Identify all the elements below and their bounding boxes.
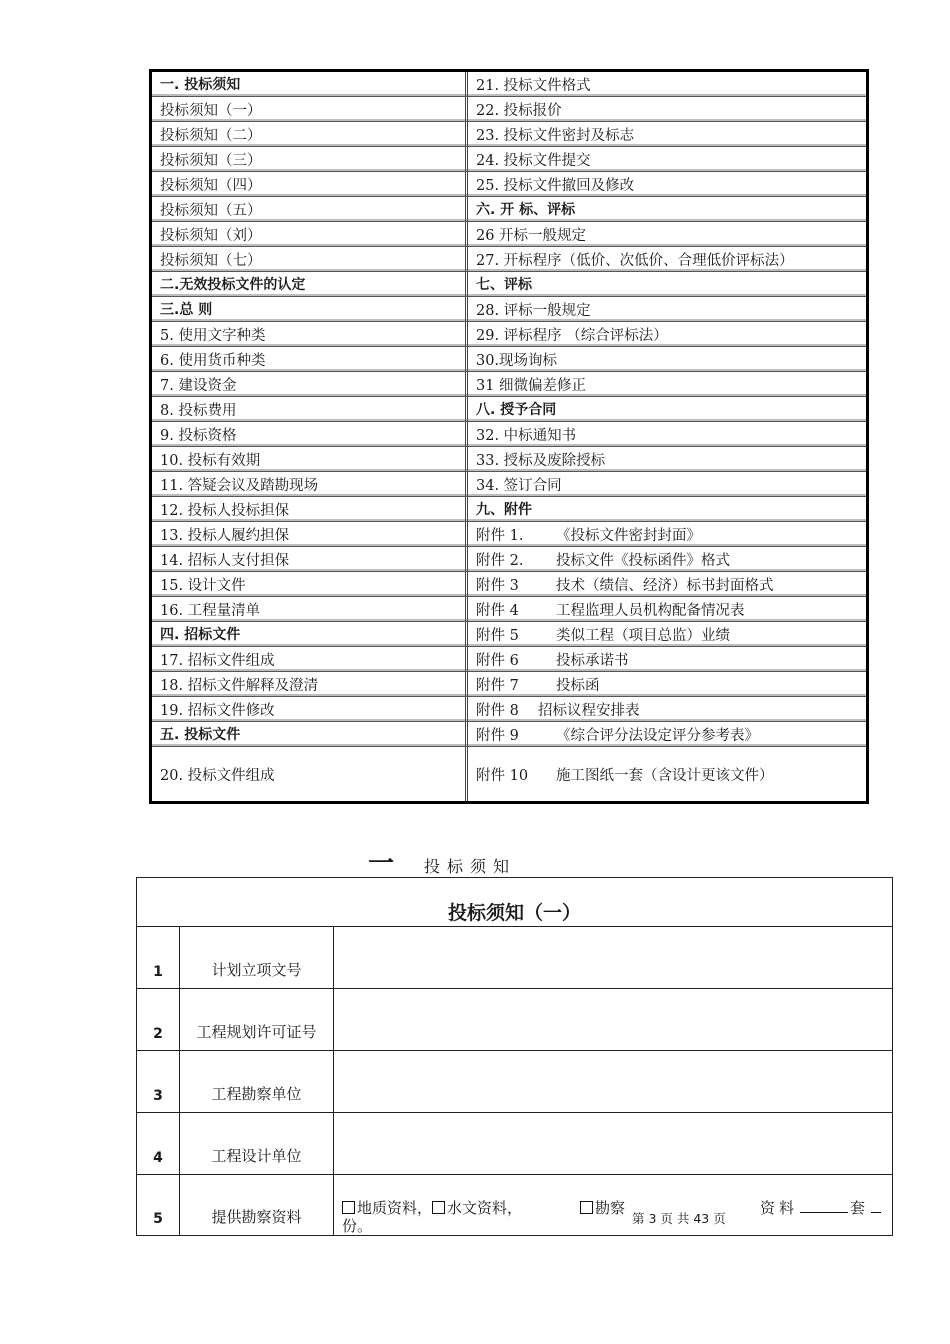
toc-entry-right[interactable]: 34. 签订合同 (476, 477, 562, 494)
survey-unit-field[interactable] (334, 1051, 892, 1112)
toc-entry-right[interactable]: 八. 授予合同 (476, 402, 557, 418)
toc-entry-left[interactable]: 7. 建设资金 (152, 372, 468, 396)
appendix-title: 投标函 (556, 677, 600, 694)
appendix-number: 附件 7 (476, 677, 519, 694)
toc-entry-right[interactable]: 七、评标 (476, 277, 532, 293)
materials-label: 资料 (760, 1199, 799, 1217)
toc-row (152, 422, 866, 447)
field-label: 计划立项文号 (180, 927, 334, 988)
field-label: 工程勘察单位 (180, 1051, 334, 1112)
appendix-number: 附件 6 (476, 652, 519, 669)
appendix-title: 投标文件《投标函件》格式 (556, 552, 730, 569)
toc-entry-left[interactable]: 5. 使用文字种类 (152, 322, 468, 346)
row-number: 5 (137, 1175, 180, 1235)
toc-entry-right[interactable] (468, 672, 866, 696)
toc-entry-left[interactable]: 20. 投标文件组成 (152, 747, 468, 801)
toc-entry-left[interactable]: 10. 投标有效期 (152, 447, 468, 471)
toc-row (152, 722, 866, 747)
toc-entry-right[interactable] (468, 597, 866, 621)
toc-entry-right[interactable]: 21. 投标文件格式 (476, 77, 591, 94)
appendix-number: 附件 2. (476, 552, 524, 569)
plan-approval-number-field[interactable] (334, 927, 892, 988)
toc-entry-right[interactable]: 27. 开标程序（低价、次低价、合理低价评标法） (476, 252, 794, 269)
row-number: 2 (137, 989, 180, 1050)
section-title: 投标须知 (424, 857, 517, 876)
toc-entry-right[interactable]: 六. 开 标、评标 (476, 202, 576, 218)
toc-entry-left[interactable]: 投标须知（刘） (152, 222, 468, 246)
appendix-number: 附件 9 (476, 727, 519, 744)
toc-row (152, 447, 866, 472)
toc-row (152, 322, 866, 347)
toc-entry-right[interactable]: 31 细微偏差修正 (476, 377, 587, 394)
toc-entry-right[interactable]: 25. 投标文件撤回及修改 (476, 177, 635, 194)
toc-entry-left[interactable]: 二.无效投标文件的认定 (152, 272, 468, 296)
appendix-number: 附件 8 (476, 702, 519, 719)
toc-entry-right[interactable]: 26 开标一般规定 (476, 227, 587, 244)
appendix-title: 施工图纸一套（含设计更该文件） (556, 767, 774, 784)
geology-checkbox[interactable] (342, 1201, 355, 1214)
toc-row (152, 272, 866, 297)
toc-entry-left[interactable]: 8. 投标费用 (152, 397, 468, 421)
toc-row (152, 397, 866, 422)
toc-entry-right[interactable] (468, 697, 866, 721)
appendix-number: 附件 5 (476, 627, 519, 644)
appendix-title: 《综合评分法设定评分参考表》 (556, 727, 759, 744)
form-row (137, 927, 892, 989)
toc-row (152, 497, 866, 522)
toc-entry-left[interactable]: 四. 招标文件 (152, 622, 468, 646)
toc-entry-left[interactable]: 一. 投标须知 (152, 72, 468, 96)
copy-unit: 份。 (342, 1217, 373, 1235)
toc-entry-right[interactable]: 28. 评标一般规定 (476, 302, 591, 319)
toc-entry-right[interactable]: 30.现场询标 (476, 352, 558, 369)
appendix-number: 附件 4 (476, 602, 519, 619)
toc-row (152, 222, 866, 247)
toc-entry-left[interactable]: 投标须知（一） (152, 97, 468, 121)
toc-entry-left[interactable]: 15. 设计文件 (152, 572, 468, 596)
toc-entry-right[interactable] (468, 647, 866, 671)
toc-entry-left[interactable]: 投标须知（五） (152, 197, 468, 221)
form-title-text: 投标须知（一） (447, 902, 581, 924)
set-count-blank[interactable] (800, 1212, 848, 1213)
form-row (137, 1051, 892, 1113)
toc-entry-right[interactable]: 23. 投标文件密封及标志 (476, 127, 635, 144)
toc-entry-right[interactable]: 33. 授标及废除授标 (476, 452, 606, 469)
row-number: 1 (137, 927, 180, 988)
toc-entry-right[interactable] (468, 722, 866, 746)
appendix-number: 附件 1. (476, 527, 524, 544)
appendix-title: 技术（绩信、经济）标书封面格式 (556, 577, 774, 594)
bid-instructions-form (136, 877, 893, 1236)
toc-row (152, 197, 866, 222)
appendix-title: 招标议程安排表 (538, 702, 640, 719)
toc-entry-right[interactable] (468, 572, 866, 596)
toc-row (152, 647, 866, 672)
toc-entry-right[interactable] (468, 747, 866, 801)
form-row (137, 1113, 892, 1175)
toc-entry-right[interactable]: 24. 投标文件提交 (476, 152, 591, 169)
toc-entry-left[interactable]: 五. 投标文件 (152, 722, 468, 746)
section-heading (368, 843, 516, 880)
hydrology-checkbox[interactable] (432, 1201, 445, 1214)
toc-row (152, 622, 866, 647)
toc-entry-left[interactable]: 16. 工程量清单 (152, 597, 468, 621)
toc-row (152, 572, 866, 597)
toc-entry-right[interactable] (468, 522, 866, 546)
row-number: 4 (137, 1113, 180, 1174)
copy-count-blank[interactable] (871, 1212, 881, 1213)
toc-entry-right[interactable]: 32. 中标通知书 (476, 427, 577, 444)
field-label: 提供勘察资料 (180, 1175, 334, 1235)
toc-row (152, 147, 866, 172)
toc-row (152, 97, 866, 122)
appendix-number: 附件 10 (476, 767, 529, 784)
survey-checkbox[interactable] (580, 1201, 593, 1214)
form-title (137, 878, 892, 927)
appendix-title: 《投标文件密封封面》 (556, 527, 701, 544)
toc-entry-left[interactable]: 11. 答疑会议及踏勘现场 (152, 472, 468, 496)
toc-row (152, 347, 866, 372)
toc-row (152, 247, 866, 272)
toc-row (152, 297, 866, 322)
table-of-contents (149, 69, 869, 804)
toc-entry-left[interactable]: 13. 投标人履约担保 (152, 522, 468, 546)
appendix-number: 附件 3 (476, 577, 519, 594)
toc-row (152, 547, 866, 572)
toc-entry-left[interactable]: 投标须知（七） (152, 247, 468, 271)
appendix-title: 投标承诺书 (556, 652, 629, 669)
appendix-title: 工程监理人员机构配备情况表 (556, 602, 745, 619)
toc-entry-left[interactable]: 18. 招标文件解释及澄清 (152, 672, 468, 696)
survey-materials-field (334, 1175, 892, 1235)
design-unit-field[interactable] (334, 1113, 892, 1174)
toc-row (152, 472, 866, 497)
toc-row (152, 597, 866, 622)
toc-entry-right[interactable]: 九、附件 (476, 502, 532, 518)
toc-entry-left[interactable]: 19. 招标文件修改 (152, 697, 468, 721)
toc-row (152, 697, 866, 722)
survey-label: 勘察 (595, 1199, 626, 1217)
toc-entry-left[interactable]: 投标须知（三） (152, 147, 468, 171)
toc-row (152, 522, 866, 547)
toc-entry-left[interactable]: 6. 使用货币种类 (152, 347, 468, 371)
appendix-title: 类似工程（项目总监）业绩 (556, 627, 730, 644)
section-number: 一 (368, 849, 395, 879)
toc-row (152, 72, 866, 97)
toc-row (152, 672, 866, 697)
toc-entry-left[interactable]: 9. 投标资格 (152, 422, 468, 446)
toc-row (152, 122, 866, 147)
hydrology-label: 水文资料， (447, 1199, 523, 1217)
toc-row (152, 172, 866, 197)
field-label: 工程规划许可证号 (180, 989, 334, 1050)
geology-label: 地质资料， (357, 1199, 433, 1217)
row-number: 3 (137, 1051, 180, 1112)
page-number: 第 3 页 共 43 页 (632, 1211, 726, 1226)
toc-entry-left[interactable]: 投标须知（二） (152, 122, 468, 146)
form-row (137, 989, 892, 1051)
toc-entry-left[interactable]: 三.总 则 (152, 297, 468, 321)
toc-entry-right[interactable]: 29. 评标程序 （综合评标法） (476, 327, 668, 344)
planning-permit-number-field[interactable] (334, 989, 892, 1050)
toc-entry-left[interactable]: 12. 投标人投标担保 (152, 497, 468, 521)
toc-entry-right[interactable] (468, 547, 866, 571)
toc-entry-left[interactable]: 17. 招标文件组成 (152, 647, 468, 671)
field-label: 工程设计单位 (180, 1113, 334, 1174)
set-unit: 套 (850, 1199, 870, 1217)
toc-row (152, 747, 866, 801)
form-row (137, 1175, 892, 1235)
toc-entry-right[interactable] (468, 622, 866, 646)
toc-entry-left[interactable]: 投标须知（四） (152, 172, 468, 196)
toc-entry-right[interactable]: 22. 投标报价 (476, 102, 562, 119)
toc-row (152, 372, 866, 397)
toc-entry-left[interactable]: 14. 招标人支付担保 (152, 547, 468, 571)
